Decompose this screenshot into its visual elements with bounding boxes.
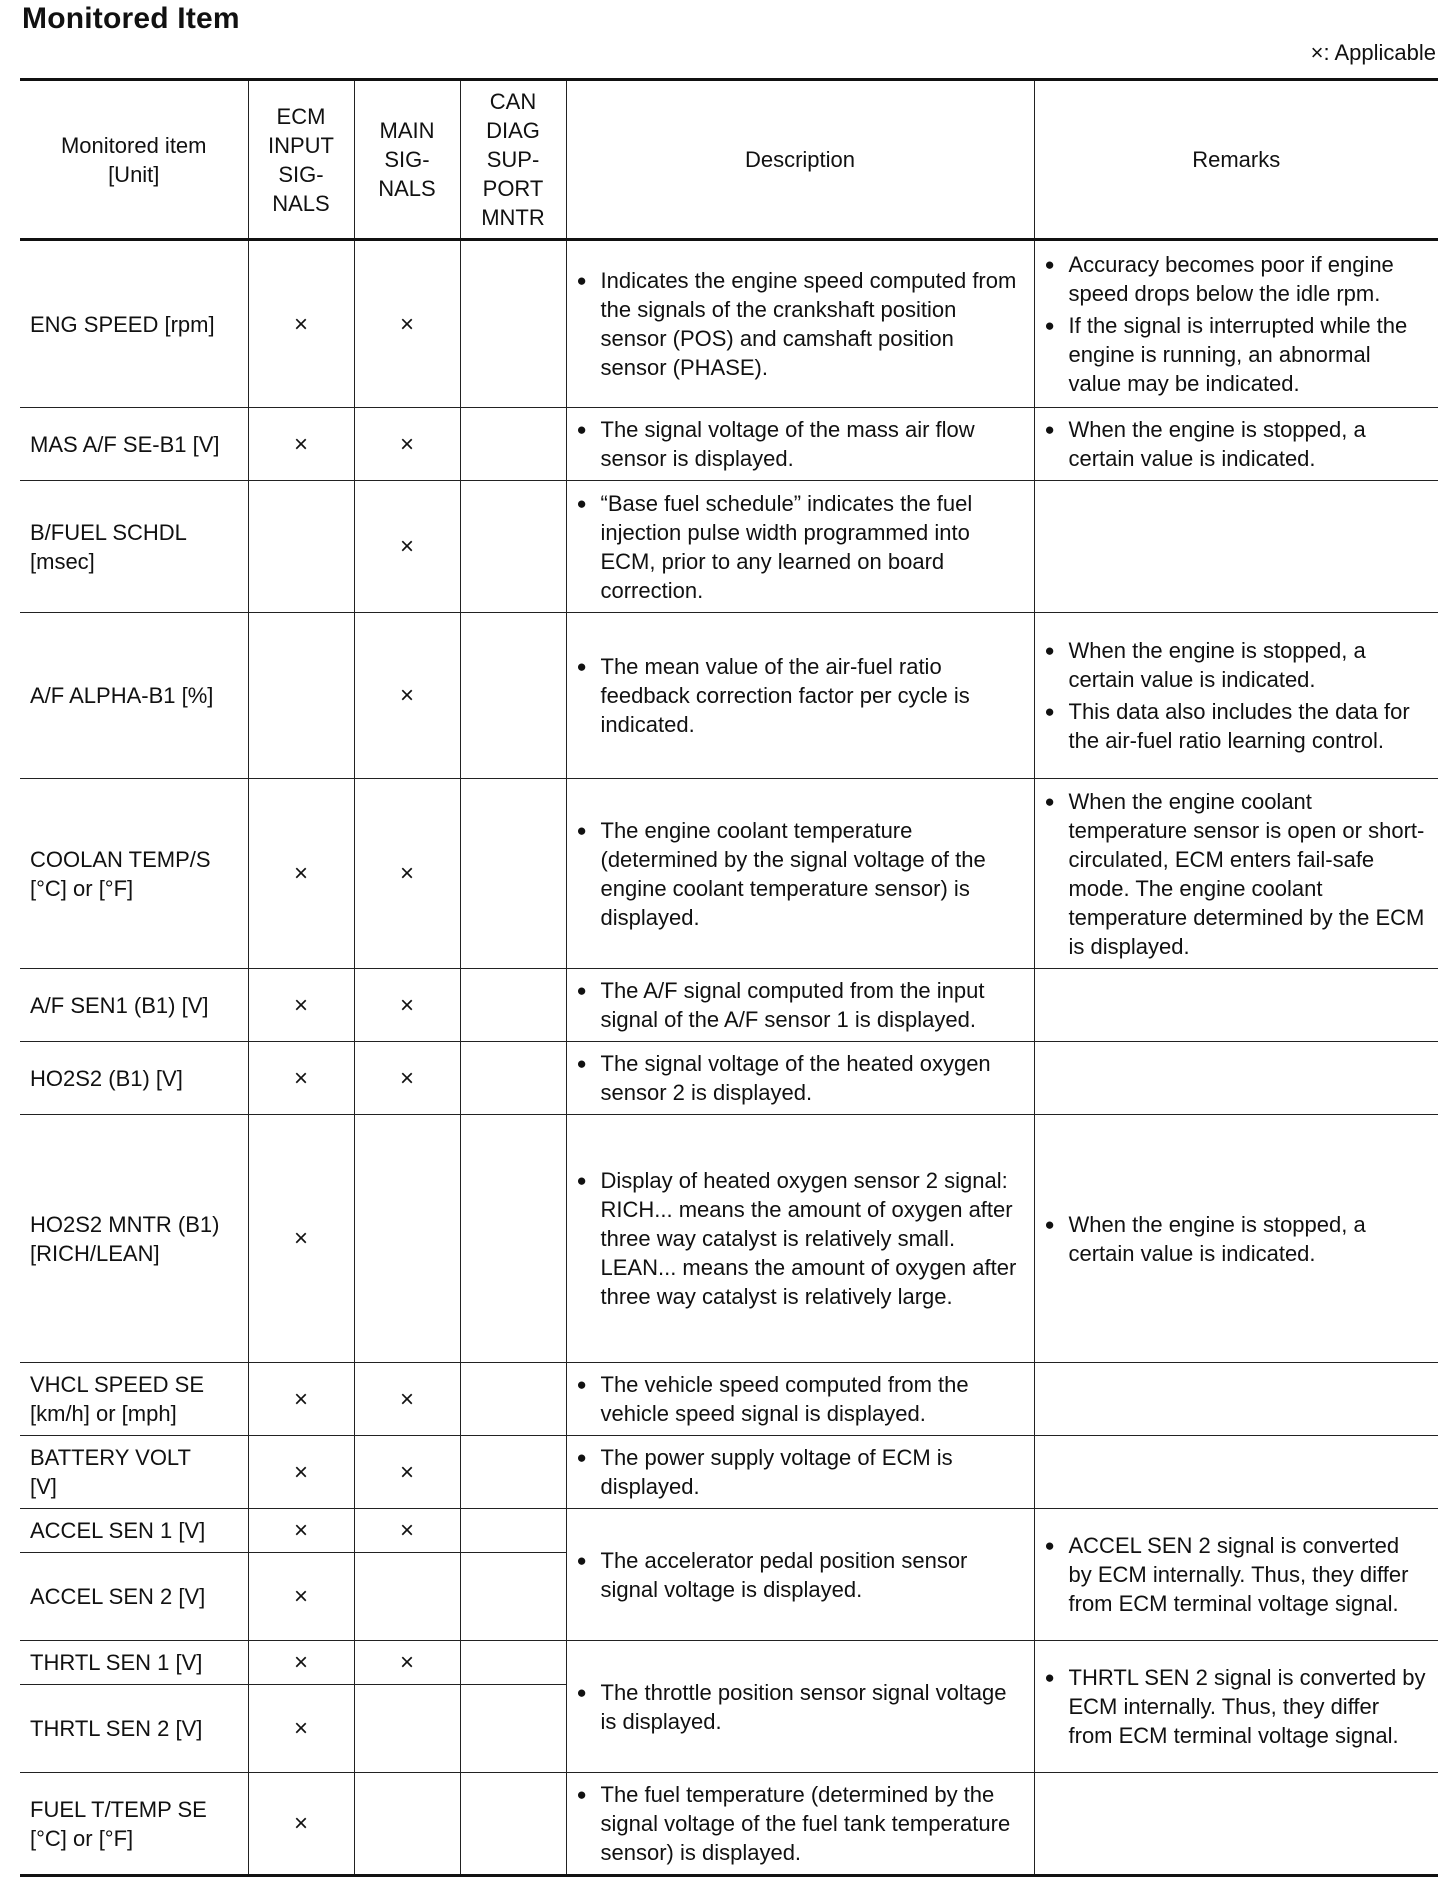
description-bullet: ● The mean value of the air-fuel ratio feedback correction factor per cycle is indicated. — [577, 652, 1024, 739]
can-diag-mark — [460, 1042, 566, 1115]
item-cell: ACCEL SEN 2 [V] — [20, 1553, 248, 1641]
main-signal-mark — [354, 1773, 460, 1876]
ecm-input-mark — [248, 481, 354, 613]
header-main-signals: MAIN SIG- NALS — [354, 80, 460, 240]
description-cell — [566, 1042, 1034, 1115]
table-row — [20, 481, 1438, 613]
can-diag-mark — [460, 1436, 566, 1509]
remarks-cell — [1034, 969, 1438, 1042]
remarks-cell — [1034, 779, 1438, 969]
main-signal-mark: × — [354, 408, 460, 481]
remark-bullet: ● When the engine coolant temperature sensor is open or short-circulated, ECM enters fail-safe mode. The engine coolant temperature determined by the ECM is displayed. — [1045, 787, 1429, 961]
remarks-cell — [1034, 1115, 1438, 1363]
description-cell — [566, 1363, 1034, 1436]
remarks-cell — [1034, 1641, 1438, 1773]
ecm-input-mark: × — [248, 1773, 354, 1876]
description-cell — [566, 969, 1034, 1042]
can-diag-mark — [460, 1509, 566, 1553]
remark-bullet: ● THRTL SEN 2 signal is converted by ECM internally. Thus, they differ from ECM terminal voltage signal. — [1045, 1663, 1429, 1750]
description-cell — [566, 1436, 1034, 1509]
table-row — [20, 1641, 1438, 1685]
can-diag-mark — [460, 1773, 566, 1876]
description-bullet: ● Indicates the engine speed computed from the signals of the crankshaft position sensor (POS) and camshaft position sensor (PHASE). — [577, 266, 1024, 382]
can-diag-mark — [460, 1641, 566, 1685]
item-cell: ACCEL SEN 1 [V] — [20, 1509, 248, 1553]
remarks-cell — [1034, 1436, 1438, 1509]
can-diag-mark — [460, 1363, 566, 1436]
ecm-input-mark: × — [248, 1641, 354, 1685]
can-diag-mark — [460, 1553, 566, 1641]
table-row — [20, 1042, 1438, 1115]
remark-bullet: ● ACCEL SEN 2 signal is converted by ECM internally. Thus, they differ from ECM terminal voltage signal. — [1045, 1531, 1429, 1618]
table-row — [20, 613, 1438, 779]
item-cell: A/F ALPHA-B1 [%] — [20, 613, 248, 779]
ecm-input-mark: × — [248, 240, 354, 408]
main-signal-mark: × — [354, 779, 460, 969]
item-cell: A/F SEN1 (B1) [V] — [20, 969, 248, 1042]
remark-bullet: ● When the engine is stopped, a certain value is indicated. — [1045, 1210, 1429, 1268]
description-bullet: ● The vehicle speed computed from the vehicle speed signal is displayed. — [577, 1370, 1024, 1428]
can-diag-mark — [460, 613, 566, 779]
main-signal-mark: × — [354, 1436, 460, 1509]
description-bullet: ● The signal voltage of the mass air flow sensor is displayed. — [577, 415, 1024, 473]
header-ecm-input-signals: ECM INPUT SIG- NALS — [248, 80, 354, 240]
description-bullet: ● The power supply voltage of ECM is displayed. — [577, 1443, 1024, 1501]
remarks-cell — [1034, 613, 1438, 779]
can-diag-mark — [460, 779, 566, 969]
description-cell — [566, 1641, 1034, 1773]
can-diag-mark — [460, 240, 566, 408]
remark-bullet: ● When the engine is stopped, a certain value is indicated. — [1045, 636, 1429, 694]
description-cell — [566, 481, 1034, 613]
remarks-cell — [1034, 1509, 1438, 1641]
ecm-input-mark: × — [248, 1115, 354, 1363]
table-row — [20, 1436, 1438, 1509]
main-signal-mark: × — [354, 240, 460, 408]
table-row — [20, 1509, 1438, 1553]
remarks-cell — [1034, 240, 1438, 408]
item-cell: FUEL T/TEMP SE [°C] or [°F] — [20, 1773, 248, 1876]
item-cell: COOLAN TEMP/S [°C] or [°F] — [20, 779, 248, 969]
item-cell: HO2S2 MNTR (B1) [RICH/LEAN] — [20, 1115, 248, 1363]
table-row — [20, 240, 1438, 408]
can-diag-mark — [460, 969, 566, 1042]
item-cell: VHCL SPEED SE [km/h] or [mph] — [20, 1363, 248, 1436]
description-cell — [566, 240, 1034, 408]
ecm-input-mark: × — [248, 1553, 354, 1641]
remarks-cell — [1034, 1363, 1438, 1436]
description-bullet: ● The A/F signal computed from the input signal of the A/F sensor 1 is displayed. — [577, 976, 1024, 1034]
description-bullet: ● The signal voltage of the heated oxygen sensor 2 is displayed. — [577, 1049, 1024, 1107]
item-cell: THRTL SEN 1 [V] — [20, 1641, 248, 1685]
main-signal-mark: × — [354, 613, 460, 779]
item-cell: THRTL SEN 2 [V] — [20, 1685, 248, 1773]
header-row — [20, 80, 1438, 240]
can-diag-mark — [460, 408, 566, 481]
ecm-input-mark: × — [248, 408, 354, 481]
table-row — [20, 779, 1438, 969]
remarks-cell — [1034, 408, 1438, 481]
item-cell: ENG SPEED [rpm] — [20, 240, 248, 408]
remark-bullet: ● This data also includes the data for the air-fuel ratio learning control. — [1045, 697, 1429, 755]
item-cell: B/FUEL SCHDL [msec] — [20, 481, 248, 613]
applicable-legend: ×: Applicable — [1310, 40, 1436, 65]
table-row — [20, 1115, 1438, 1363]
table-row — [20, 1773, 1438, 1876]
can-diag-mark — [460, 481, 566, 613]
can-diag-mark — [460, 1115, 566, 1363]
description-bullet: ● “Base fuel schedule” indicates the fuel injection pulse width programmed into ECM, prior to any learned on board correction. — [577, 489, 1024, 605]
description-bullet: ● The accelerator pedal position sensor signal voltage is displayed. — [577, 1546, 1024, 1604]
ecm-input-mark — [248, 613, 354, 779]
remarks-cell — [1034, 1773, 1438, 1876]
description-cell — [566, 613, 1034, 779]
header-can-diag-support-mntr: CAN DIAG SUP- PORT MNTR — [460, 80, 566, 240]
monitored-item-table — [20, 78, 1438, 1877]
description-cell — [566, 1115, 1034, 1363]
table-row — [20, 969, 1438, 1042]
ecm-input-mark: × — [248, 969, 354, 1042]
header-monitored-item: Monitored item [Unit] — [20, 80, 248, 240]
remarks-cell — [1034, 481, 1438, 613]
main-signal-mark — [354, 1115, 460, 1363]
page-title: Monitored Item — [22, 2, 240, 35]
main-signal-mark: × — [354, 1509, 460, 1553]
description-cell — [566, 1509, 1034, 1641]
ecm-input-mark: × — [248, 1042, 354, 1115]
remark-bullet: ● When the engine is stopped, a certain value is indicated. — [1045, 415, 1429, 473]
remark-bullet: ● If the signal is interrupted while the engine is running, an abnormal value may be indicated. — [1045, 311, 1429, 398]
description-bullet: ● Display of heated oxygen sensor 2 signal: RICH... means the amount of oxygen after three way catalyst is relatively small. LEAN... means the amount of oxygen after three way catalyst is relatively large. — [577, 1166, 1024, 1311]
header-remarks: Remarks — [1034, 80, 1438, 240]
ecm-input-mark: × — [248, 1436, 354, 1509]
main-signal-mark: × — [354, 1042, 460, 1115]
main-signal-mark — [354, 1553, 460, 1641]
description-cell — [566, 779, 1034, 969]
ecm-input-mark: × — [248, 779, 354, 969]
table-row — [20, 1363, 1438, 1436]
ecm-input-mark: × — [248, 1685, 354, 1773]
header-description: Description — [566, 80, 1034, 240]
main-signal-mark: × — [354, 481, 460, 613]
remarks-cell — [1034, 1042, 1438, 1115]
description-bullet: ● The fuel temperature (determined by the signal voltage of the fuel tank temperature sensor) is displayed. — [577, 1780, 1024, 1867]
main-signal-mark — [354, 1685, 460, 1773]
remark-bullet: ● Accuracy becomes poor if engine speed drops below the idle rpm. — [1045, 250, 1429, 308]
description-cell — [566, 408, 1034, 481]
main-signal-mark: × — [354, 969, 460, 1042]
description-bullet: ● The throttle position sensor signal voltage is displayed. — [577, 1678, 1024, 1736]
can-diag-mark — [460, 1685, 566, 1773]
item-cell: MAS A/F SE-B1 [V] — [20, 408, 248, 481]
main-signal-mark: × — [354, 1641, 460, 1685]
description-cell — [566, 1773, 1034, 1876]
item-cell: BATTERY VOLT [V] — [20, 1436, 248, 1509]
ecm-input-mark: × — [248, 1363, 354, 1436]
item-cell: HO2S2 (B1) [V] — [20, 1042, 248, 1115]
description-bullet: ● The engine coolant temperature (determined by the signal voltage of the engine coolant temperature sensor) is displayed. — [577, 816, 1024, 932]
main-signal-mark: × — [354, 1363, 460, 1436]
table-row — [20, 408, 1438, 481]
ecm-input-mark: × — [248, 1509, 354, 1553]
